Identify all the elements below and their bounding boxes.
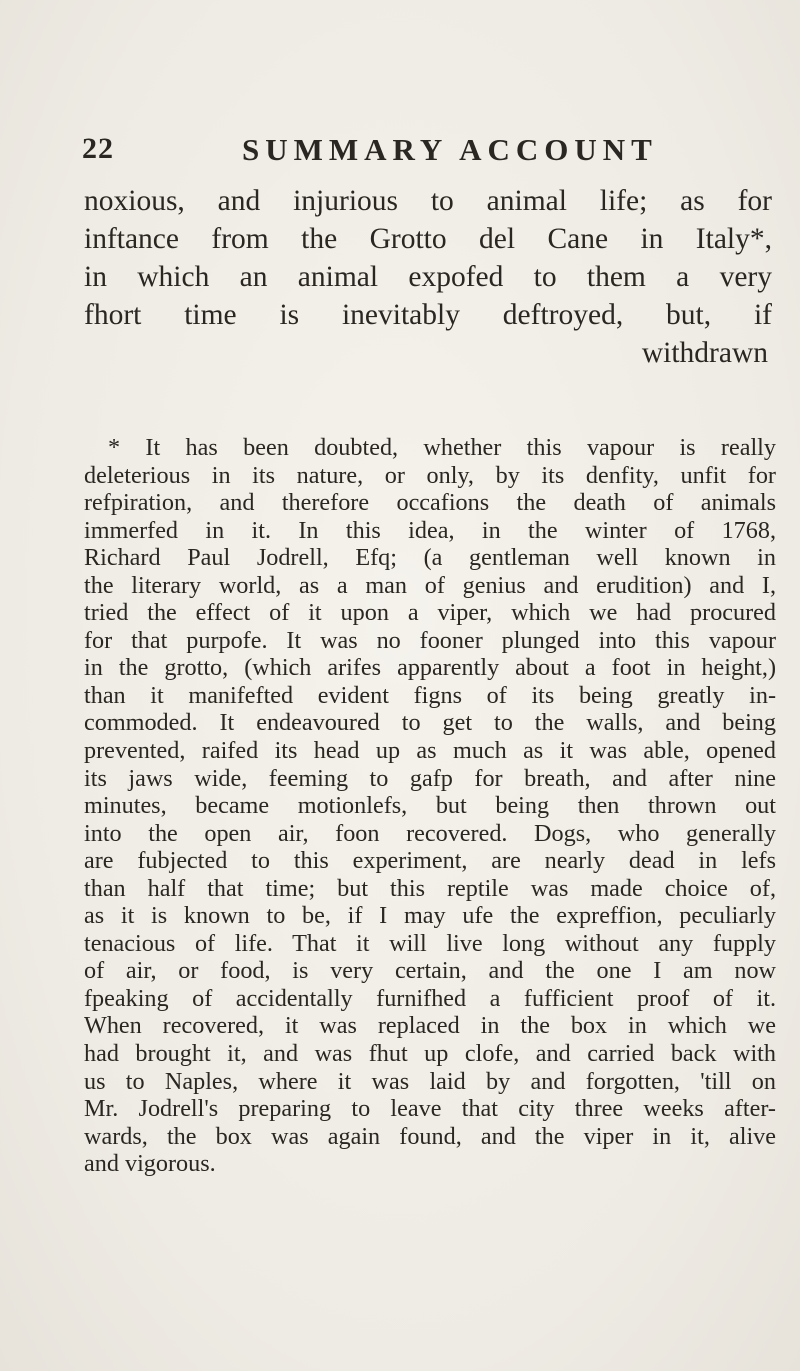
footnote-line: and vigorous. — [84, 1150, 216, 1178]
page-number: 22 — [82, 132, 114, 165]
footnote-line: than half that time; but this reptile was made choice of, — [84, 874, 776, 902]
footnote-line: us to Naples, where it was laid by and forgotten, 'till on — [84, 1067, 776, 1095]
footnote-line: its jaws wide, feeming to gafp for breath, and after nine — [84, 764, 776, 792]
footnote-line: in the grotto, (which arifes apparently about a foot in height,) — [84, 654, 776, 682]
footnote-line: minutes, became motionlefs, but being then thrown out — [84, 792, 776, 820]
footnote-line: prevented, raifed its head up as much as it was able, opened — [84, 737, 776, 765]
footnote-line: wards, the box was again found, and the viper in it, alive — [84, 1122, 776, 1150]
footnote-line: as it is known to be, if I may ufe the expreffion, peculiarly — [84, 902, 776, 930]
catchword: withdrawn — [641, 337, 768, 369]
body-line: fhort time is inevitably deftroyed, but, if — [84, 299, 772, 331]
footnote-line: * It has been doubted, whether this vapour is really — [108, 434, 776, 461]
footnote-line: had brought it, and was fhut up clofe, and carried back with — [84, 1040, 776, 1068]
footnote-line: tried the effect of it upon a viper, which we had procured — [84, 599, 776, 627]
footnote-line: immerfed in it. In this idea, in the winter of 1768, — [84, 516, 776, 544]
footnote-line: than it manifefted evident figns of its being greatly in- — [84, 681, 776, 709]
main-text — [84, 182, 772, 372]
footnote-line: the literary world, as a man of genius and erudition) and I, — [84, 571, 776, 599]
footnote — [84, 434, 776, 1178]
footnote-line: into the open air, foon recovered. Dogs, who generally — [84, 819, 776, 847]
running-head: SUMMARY ACCOUNT — [242, 132, 658, 167]
footnote-line: refpiration, and therefore occafions the death of animals — [84, 489, 776, 517]
footnote-line: commoded. It endeavoured to get to the walls, and being — [84, 709, 776, 737]
footnote-line: When recovered, it was replaced in the box in which we — [84, 1012, 776, 1040]
body-line: inftance from the Grotto del Cane in Italy*, — [84, 223, 772, 255]
page-header — [82, 132, 760, 172]
footnote-line: deleterious in its nature, or only, by its denfity, unfit for — [84, 461, 776, 489]
footnote-line: for that purpofe. It was no fooner plunged into this vapour — [84, 626, 776, 654]
footnote-line: Richard Paul Jodrell, Efq; (a gentleman well known in — [84, 544, 776, 572]
body-line: in which an animal expofed to them a very — [84, 261, 772, 293]
footnote-line: tenacious of life. That it will live long without any fupply — [84, 929, 776, 957]
body-line: noxious, and injurious to animal life; as for — [84, 185, 772, 217]
footnote-line: of air, or food, is very certain, and the one I am now — [84, 957, 776, 985]
footnote-line: Mr. Jodrell's preparing to leave that city three weeks after- — [84, 1095, 776, 1123]
footnote-line: fpeaking of accidentally furnifhed a fufficient proof of it. — [84, 984, 776, 1012]
footnote-line: are fubjected to this experiment, are nearly dead in lefs — [84, 847, 776, 875]
